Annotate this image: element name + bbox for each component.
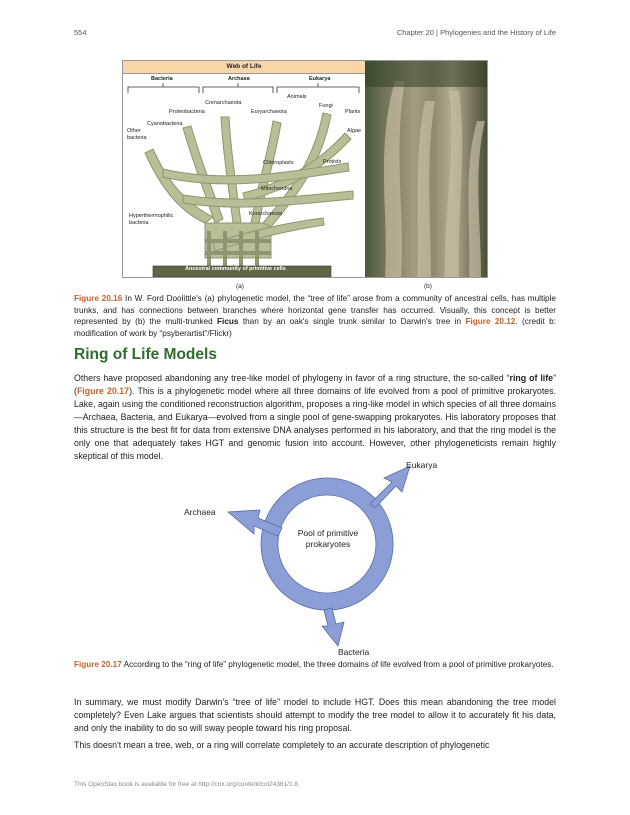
- label-other-bacteria: Other bacteria: [127, 128, 147, 141]
- label-hyperthermophilic: Hyperthermophilic bacteria: [129, 213, 174, 226]
- term-ring-of-life: ring of life: [509, 373, 554, 383]
- domain-eukarya: Eukarya: [309, 76, 331, 82]
- label-proteobacteria: Proteobacteria: [169, 109, 205, 115]
- label-chloroplasts: Chloroplasts: [263, 160, 294, 166]
- label-algae: Algae: [347, 128, 362, 134]
- caption-text: According to the “ring of life” phylogenetic model, the three domains of life evolved from a pool of primitive prokaryotes.: [121, 660, 554, 669]
- pool-label: [288, 528, 368, 550]
- caption-text: In W. Ford Doolittle's (a) phylogenetic model, the “tree of life” arose from a community of ancestral cells, has multiple trunks, and has connections between branches where horizontal gene transfer has occurred. Visually, this concept is better represented by (b) the multi-trunked: [74, 294, 556, 326]
- label-fungi: Fungi: [319, 103, 333, 109]
- label-cyanobacteria: Cyanobacteria: [147, 121, 183, 127]
- paragraph-text: ” (: [74, 373, 556, 396]
- bacteria-label: Bacteria: [338, 647, 370, 657]
- domain-bacteria: Bacteria: [151, 76, 173, 82]
- figure-link[interactable]: Figure 20.17: [76, 386, 130, 396]
- domain-archaea: Archaea: [228, 76, 250, 82]
- summary-paragraph: In summary, we must modify Darwin's “tree of life” model to include HGT. Does this mean abandoning the tree model completely? Even Lake argues that scientists should attempt to modify the tree model to allow it to accurately fit his data, and only the inability to do so will sway people toward his ring proposal.: [74, 697, 556, 733]
- label-korarchaeota: Korarchaeota: [249, 211, 283, 217]
- figure-20-16-caption: [74, 293, 556, 339]
- caption-text: . (credit b: modification of work by “psyberartist”/Flickr): [74, 317, 556, 338]
- paragraph-text: Others have proposed abandoning any tree-like model of phylogeny in favor of a ring structure, the so-called “: [74, 373, 510, 383]
- archaea-label: Archaea: [184, 507, 216, 517]
- figure-label: Figure 20.17: [74, 660, 122, 669]
- section-heading: Ring of Life Models: [74, 346, 217, 363]
- panel-b-label: (b): [424, 283, 432, 290]
- figure-label: Figure 20.16: [74, 294, 123, 303]
- paragraph-text: ). This is a phylogenetic model where all three domains of life evolved from a pool of primitive prokaryotes. Lake, again using the conditioned reconstruction algorithm, proposes a ring-like model in which species of all three domains—Archaea, Bacteria, and Eukarya—evolved from a single pool of gene-swapping prokaryotes. His laboratory proposes that this structure is the best fit for data from extensive DNA analyses performed in his laboratory, and that the ring model is the only one that adequately takes HGT and genomic fusion into account. However, other phylogeneticists remain highly skeptical of this model.: [74, 386, 557, 461]
- caption-text: than by an oak's single trunk similar to Darwin's tree in: [238, 317, 466, 326]
- pool-label-line2: prokaryotes: [305, 539, 351, 549]
- label-crenarchaeota: Crenarchaeota: [205, 100, 242, 106]
- label-plants: Plants: [345, 109, 361, 115]
- panel-a-label: (a): [236, 283, 244, 290]
- footer-notice: This OpenStax book is available for free at http://cnx.org/content/col24361/1.8: [74, 781, 299, 788]
- ficus-photo: [365, 61, 488, 278]
- label-protists: Protists: [323, 159, 342, 165]
- page-number: 554: [74, 28, 87, 37]
- ficus-trunks-illustration: [365, 61, 488, 278]
- label-mitochondria: Mitochondria: [261, 186, 293, 192]
- label-animals: Animals: [287, 94, 307, 100]
- caption-bold: Ficus: [217, 317, 239, 326]
- figure-20-16: [122, 60, 488, 278]
- chapter-title: Chapter 20 | Phylogenies and the History of Life: [396, 28, 556, 37]
- web-of-life-banner: Web of Life: [123, 61, 365, 74]
- figure-link[interactable]: Figure 20.12: [465, 317, 516, 326]
- ring-paragraph: [74, 372, 556, 463]
- pool-label-line1: Pool of primitive: [297, 528, 359, 538]
- figure-20-17-caption: [74, 659, 556, 671]
- closing-paragraph: This doesn't mean a tree, web, or a ring will correlate completely to an accurate description of phylogenetic: [74, 740, 490, 750]
- label-ancestral-community: Ancestral community of primitive cells: [185, 266, 286, 272]
- ring-of-life-diagram: [220, 462, 420, 652]
- label-euryarchaeota: Euryarchaeota: [251, 109, 287, 115]
- eukarya-label: Eukarya: [406, 460, 438, 470]
